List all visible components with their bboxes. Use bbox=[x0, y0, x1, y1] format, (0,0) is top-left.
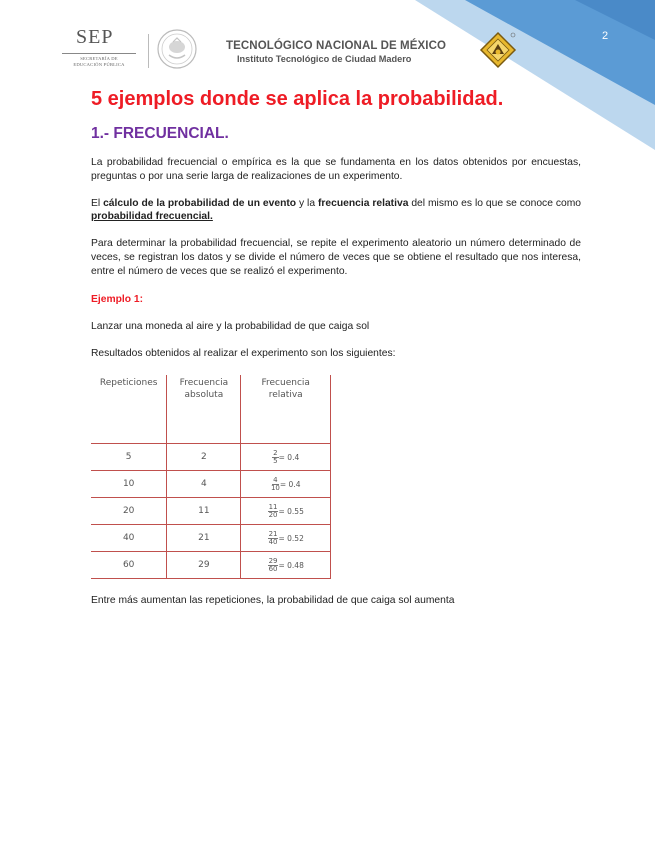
cell-absolute: 21 bbox=[167, 525, 241, 552]
tecnm-subtitle: Instituto Tecnológico de Ciudad Madero bbox=[237, 54, 412, 64]
cell-absolute: 29 bbox=[167, 552, 241, 579]
page-number: 2 bbox=[602, 30, 609, 42]
header-text: relativa bbox=[268, 390, 303, 400]
cell-repetitions: 20 bbox=[91, 498, 167, 525]
text-run: El bbox=[91, 197, 104, 209]
sep-underline bbox=[62, 53, 136, 54]
cell-repetitions: 10 bbox=[91, 471, 167, 498]
fraction-denominator: 60 bbox=[268, 564, 278, 573]
fraction-numerator: 4 bbox=[273, 475, 278, 484]
header-absolute-frequency bbox=[167, 375, 241, 444]
cell-absolute: 4 bbox=[167, 471, 241, 498]
fraction-denominator: 10 bbox=[270, 483, 280, 492]
table-row bbox=[91, 498, 331, 525]
text-run: del mismo es lo que se conoce como bbox=[408, 197, 581, 209]
bold-term-relative-frequency: frecuencia relativa bbox=[317, 197, 409, 209]
bold-term-frequential-probability: probabilidad frecuencial. bbox=[91, 211, 213, 223]
section-heading: 1.- FRECUENCIAL. bbox=[91, 125, 229, 142]
header-repetitions bbox=[91, 375, 167, 444]
example-label: Ejemplo 1: bbox=[91, 293, 144, 305]
header-relative-frequency bbox=[241, 375, 331, 444]
relative-value: = 0.4 bbox=[278, 452, 300, 462]
fraction bbox=[268, 531, 279, 546]
header-text: Frecuencia bbox=[179, 378, 229, 388]
page-title: 5 ejemplos donde se aplica la probabilidad. bbox=[91, 88, 504, 110]
fraction-numerator: 2 bbox=[273, 448, 278, 457]
relative-value: = 0.52 bbox=[278, 533, 304, 543]
header-text: absoluta bbox=[184, 390, 224, 400]
relative-value: = 0.48 bbox=[278, 560, 304, 570]
cell-relative bbox=[241, 471, 331, 498]
fraction bbox=[268, 558, 279, 573]
paragraph-calculation bbox=[91, 197, 581, 225]
fraction-denominator: 5 bbox=[273, 456, 278, 465]
cell-relative bbox=[241, 498, 331, 525]
fraction-numerator: 29 bbox=[268, 556, 278, 565]
cell-repetitions: 5 bbox=[91, 444, 167, 471]
relative-value: = 0.4 bbox=[279, 479, 301, 489]
cell-relative bbox=[241, 444, 331, 471]
cell-absolute: 11 bbox=[167, 498, 241, 525]
text-run: y la bbox=[296, 197, 318, 209]
fraction bbox=[271, 477, 280, 492]
table-row bbox=[91, 552, 331, 579]
cell-relative bbox=[241, 525, 331, 552]
paragraph-example-statement: Lanzar una moneda al aire y la probabilidad de que caiga sol bbox=[91, 321, 370, 333]
tecnm-title: TECNOLÓGICO NACIONAL DE MÉXICO bbox=[226, 40, 447, 52]
results-table bbox=[91, 375, 331, 579]
table-row bbox=[91, 471, 331, 498]
paragraph-results-intro: Resultados obtenidos al realizar el experimento son los siguientes: bbox=[91, 348, 396, 360]
header-text: Repeticiones bbox=[99, 378, 158, 388]
national-seal-icon bbox=[156, 28, 198, 70]
cell-repetitions: 40 bbox=[91, 525, 167, 552]
cell-absolute: 2 bbox=[167, 444, 241, 471]
fraction-denominator: 20 bbox=[268, 510, 278, 519]
table-row bbox=[91, 525, 331, 552]
document-body bbox=[91, 86, 581, 361]
relative-value: = 0.55 bbox=[278, 506, 304, 516]
sep-wordmark: SEP bbox=[76, 26, 114, 48]
closing-statement: Entre más aumentan las repeticiones, la probabilidad de que caiga sol aumenta bbox=[91, 595, 455, 606]
cell-repetitions: 60 bbox=[91, 552, 167, 579]
sep-subtitle-line2: EDUCACIÓN PÚBLICA bbox=[73, 62, 125, 67]
fraction-numerator: 21 bbox=[268, 529, 278, 538]
header-text: Frecuencia bbox=[261, 378, 310, 388]
table-row bbox=[91, 444, 331, 471]
paragraph-procedure: Para determinar la probabilidad frecuencial, se repite el experimento aleatorio un número determinado de veces, se registran los datos y se divide el número de veces que se obtiene el resultado que nos interesa, entre el número de veces que se realizó el experimento. bbox=[91, 238, 581, 277]
cell-relative bbox=[241, 552, 331, 579]
table-header-row bbox=[91, 375, 331, 444]
bold-term-event-probability: cálculo de la probabilidad de un evento bbox=[103, 197, 297, 209]
fraction-numerator: 11 bbox=[268, 502, 278, 511]
itcm-emblem-icon bbox=[478, 30, 518, 70]
header-divider bbox=[148, 34, 149, 68]
fraction bbox=[268, 504, 279, 519]
sep-subtitle-line1: SECRETARÍA DE bbox=[80, 56, 118, 61]
paragraph-definition: La probabilidad frecuencial o empírica es la que se fundamenta en los datos obtenidos por encuestas, preguntas o por una serie larga de realizaciones de un experimento. bbox=[91, 157, 581, 182]
sep-logo bbox=[58, 26, 138, 72]
fraction-denominator: 40 bbox=[268, 537, 278, 546]
